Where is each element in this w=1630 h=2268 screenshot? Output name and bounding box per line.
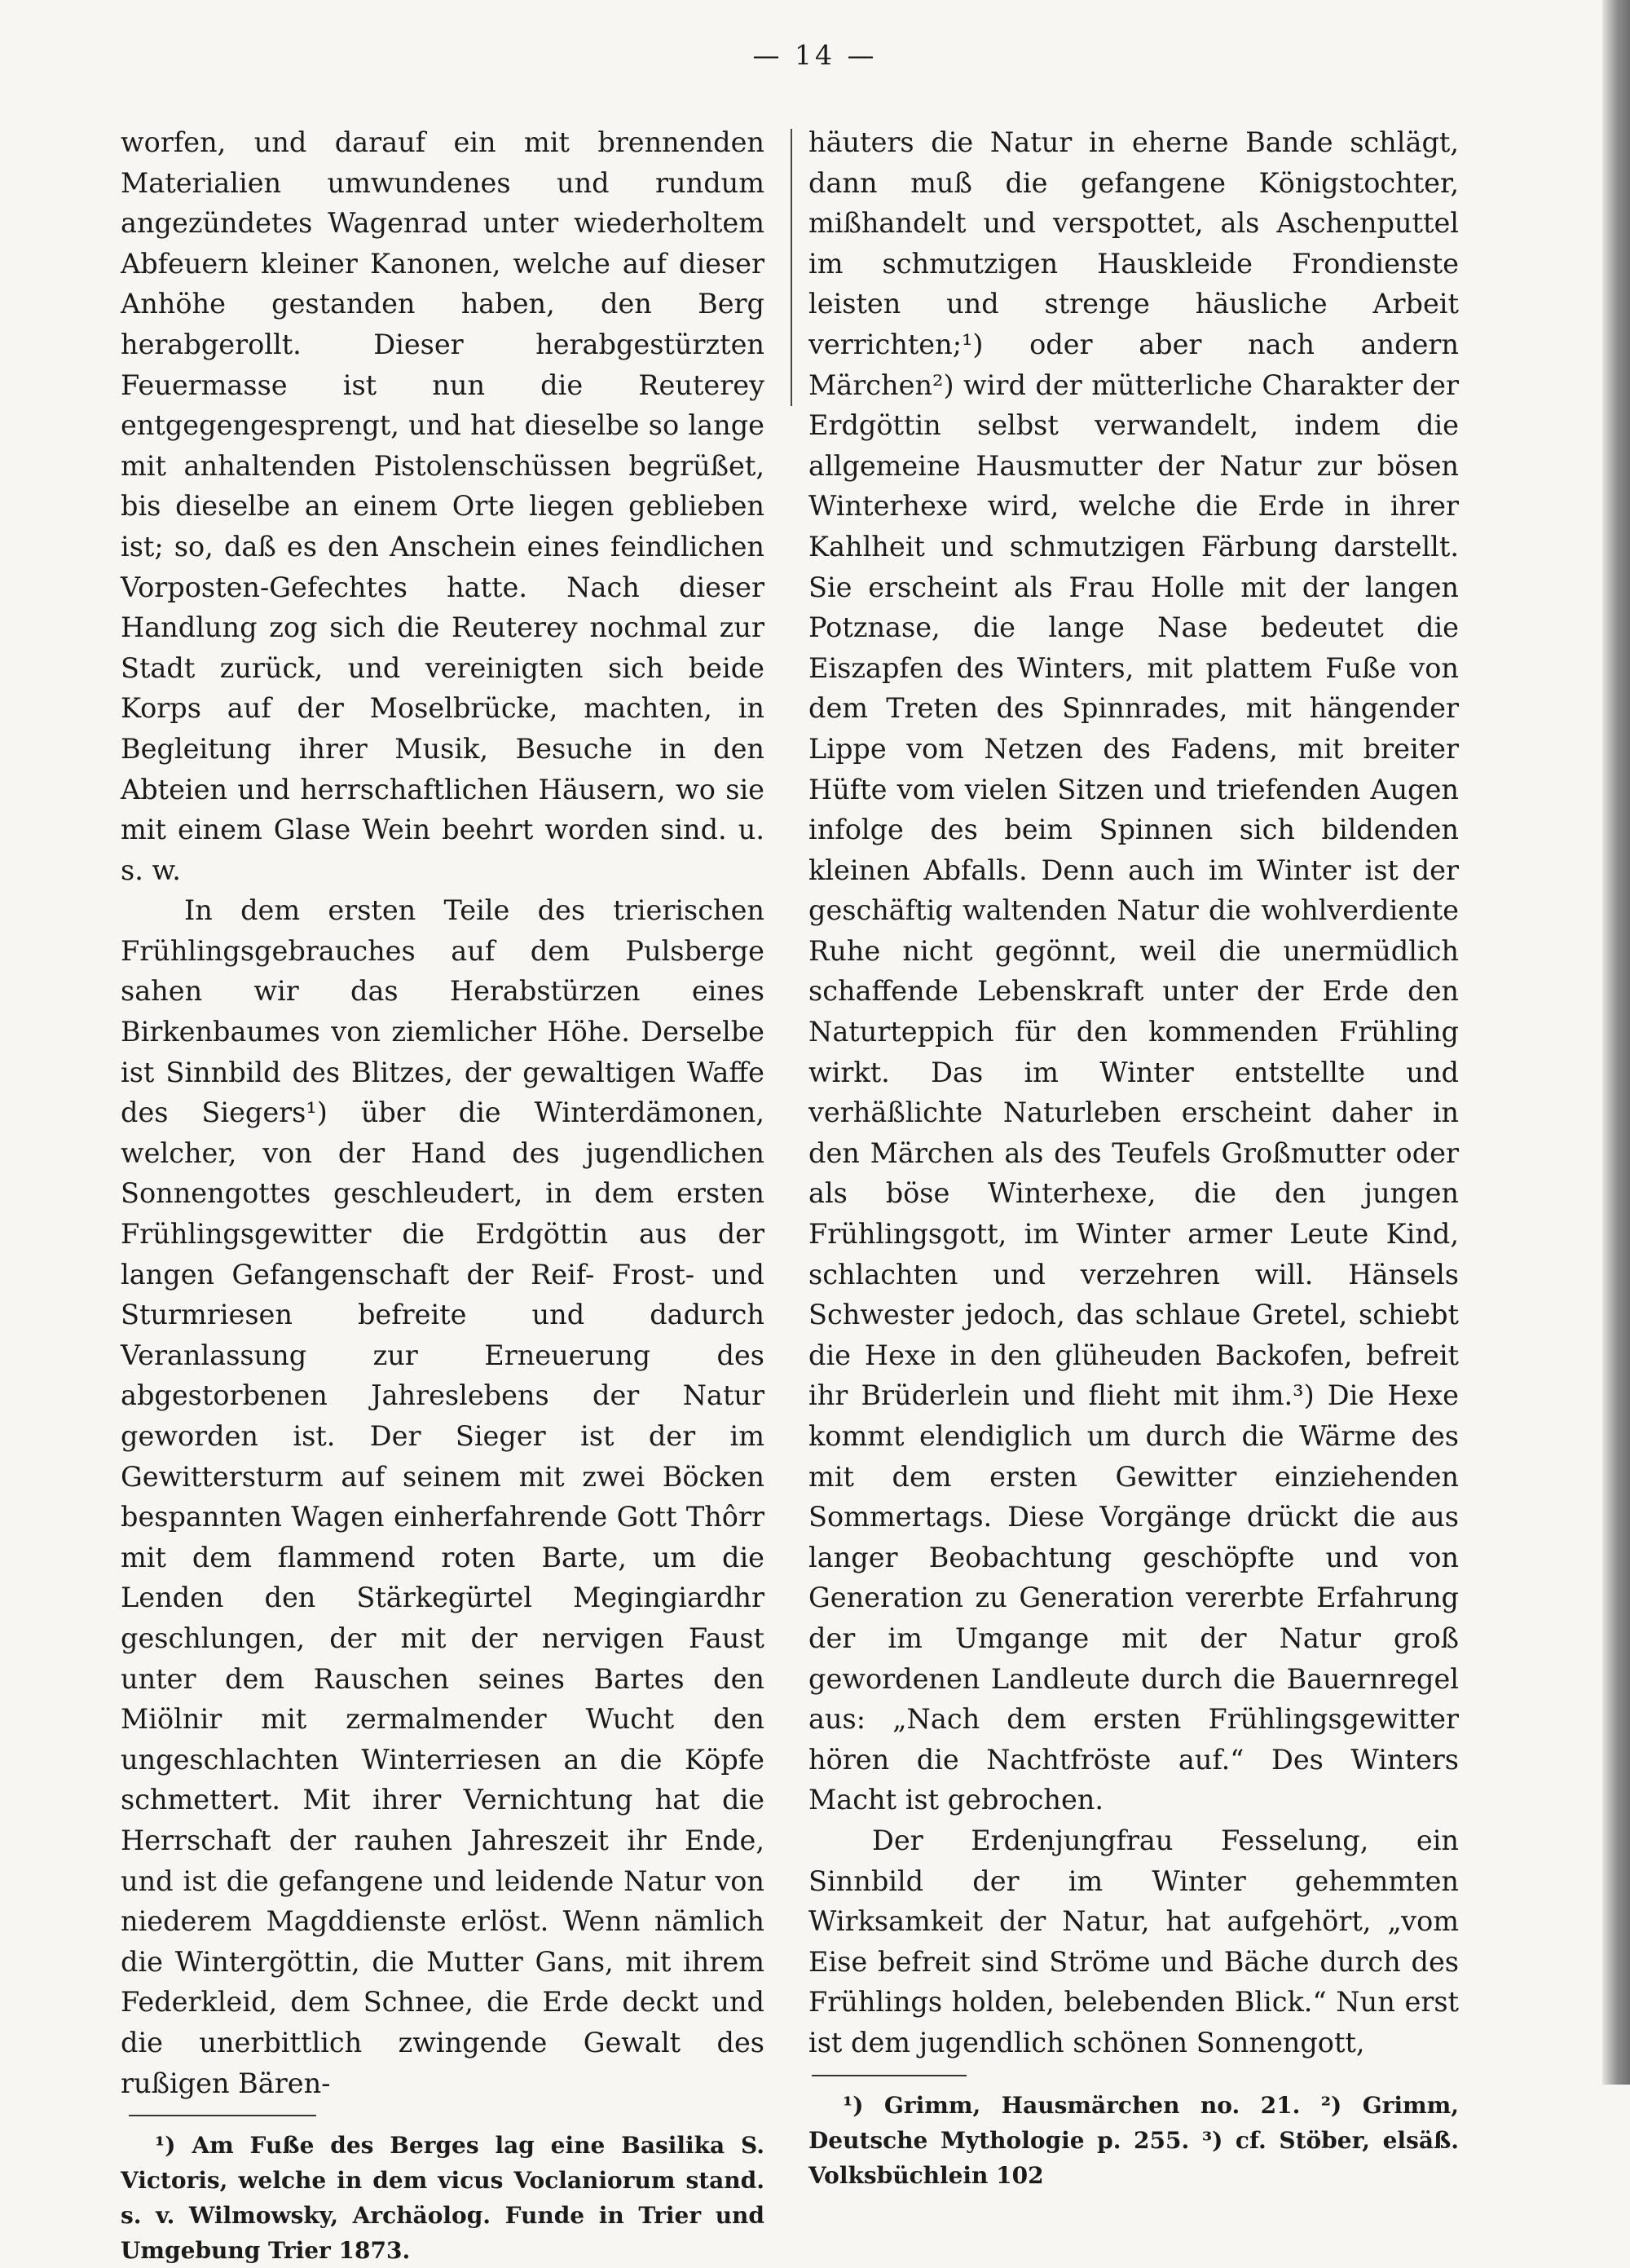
page-number: — 14 —: [752, 39, 878, 71]
footnote-rule: [812, 2075, 967, 2076]
right-paragraph-2: Der Erdenjungfrau Fesselung, ein Sinnbild der im Winter gehemmten Wirksamkeit der Natur, hat aufgehört, „vom Eise befreit sind Ströme und Bäche durch des Frühlings holden, belebenden Blick.“ Nun erst ist dem jugendlich schönen Sonnengott,: [808, 1824, 1459, 2058]
left-footnote-text: ¹) Am Fuße des Berges lag eine Basilika S. Victoris, welche in dem vicus Voclaniorum stand. s. v. Wilmowsky, Archäolog. Funde in Trier und Umgebung Trier 1873.: [121, 2132, 764, 2265]
right-paragraph-1: häuters die Natur in eherne Bande schlägt, dann muß die gefangene Königstochter, mißhandelt und verspottet, als Aschenputtel im schmutzigen Hauskleide Frondienste leisten und strenge häusliche Arbeit verrichten;¹) oder aber nach andern Märchen²) wird der mütterliche Charakter der Erdgöttin selbst verwandelt, indem die allgemeine Hausmutter der Natur zur bösen Winterhexe wird, welche die Erde in ihrer Kahlheit und schmutzigen Färbung darstellt. Sie erscheint als Frau Holle mit der langen Potznase, die lange Nase bedeutet die Eiszapfen des Winters, mit plattem Fuße von dem Treten des Spinnrades, mit hängender Lippe vom Netzen des Fadens, mit breiter Hüfte vom vielen Sitzen und triefenden Augen infolge des beim Spinnen sich bildenden kleinen Abfalls. Denn auch im Winter ist der geschäftig waltenden Natur die wohlverdiente Ruhe nicht gegönnt, weil die unermüdlich schaffende Lebenskraft unter der Erde den Naturteppich für den kommenden Frühling wirkt. Das im Winter entstellte und verhäßlichte Naturleben erscheint daher in den Märchen als des Teufels Großmutter oder als böse Winterhexe, die den jungen Frühlingsgott, im Winter armer Leute Kind, schlachten und verzehren will. Hänsels Schwester jedoch, das schlaue Gretel, schiebt die Hexe in den glüheuden Backofen, befreit ihr Brüderlein und flieht mit ihm.³) Die Hexe kommt elendiglich um durch die Wärme des mit dem ersten Gewitter einziehenden Sommertags. Diese Vorgänge drückt die aus langer Beobachtung geschöpfte und von Generation zu Generation vererbte Erfahrung der im Umgange mit der Natur groß gewordenen Landleute durch die Bauernregel aus: „Nach dem ersten Frühlingsgewitter hören die Nachtfröste auf.“ Des Winters Macht ist gebrochen.: [808, 126, 1459, 1816]
left-footnote: [121, 2128, 764, 2268]
left-column-body: [121, 122, 764, 2103]
right-column-body: [808, 122, 1459, 2063]
column-divider: [791, 129, 792, 406]
footnote-rule: [129, 2115, 316, 2116]
right-column: [808, 122, 1459, 2193]
right-footnote: [808, 2088, 1459, 2193]
book-spine-shadow: [1602, 0, 1630, 2085]
left-column: [121, 122, 764, 2268]
left-paragraph-1: worfen, und darauf ein mit brennenden Materialien umwundenes und rundum angezündetes Wagenrad unter wiederholtem Abfeuern kleiner Kanonen, welche auf dieser Anhöhe gestanden haben, den Berg herabgerollt. Dieser herabgestürzten Feuermasse ist nun die Reuterey entgegengesprengt, und hat dieselbe so lange mit anhaltenden Pistolenschüssen begrüßet, bis dieselbe an einem Orte liegen geblieben ist; so, daß es den Anschein eines feindlichen Vorposten-Gefechtes hatte. Nach dieser Handlung zog sich die Reuterey nochmal zur Stadt zurück, und vereinigten sich beide Korps auf der Moselbrücke, machten, in Begleitung ihrer Musik, Besuche in den Abteien und herrschaftlichen Häusern, wo sie mit einem Glase Wein beehrt worden sind. u. s. w.: [121, 126, 764, 886]
left-paragraph-2: In dem ersten Teile des trierischen Frühlingsgebrauches auf dem Pulsberge sahen wir das Herabstürzen eines Birkenbaumes von ziemlicher Höhe. Derselbe ist Sinnbild des Blitzes, der gewaltigen Waffe des Siegers¹) über die Winterdämonen, welcher, von der Hand des jugendlichen Sonnengottes geschleudert, in dem ersten Frühlingsgewitter die Erdgöttin aus der langen Gefangenschaft der Reif- Frost- und Sturmriesen befreite und dadurch Veranlassung zur Erneuerung des abgestorbenen Jahreslebens der Natur geworden ist. Der Sieger ist der im Gewittersturm auf seinem mit zwei Böcken bespannten Wagen einherfahrende Gott Thôrr mit dem flammend roten Barte, um die Lenden den Stärkegürtel Megingiardhr geschlungen, der mit der nervigen Faust unter dem Rauschen seines Bartes den Miölnir mit zermalmender Wucht den ungeschlachten Winterriesen an die Köpfe schmettert. Mit ihrer Vernichtung hat die Herrschaft der rauhen Jahreszeit ihr Ende, und ist die gefangene und leidende Natur von niederem Magddienste erlöst. Wenn nämlich die Wintergöttin, die Mutter Gans, mit ihrem Federkleid, dem Schnee, die Erde deckt und die unerbittlich zwingende Gewalt des rußigen Bären-: [121, 894, 764, 2099]
right-footnote-text: ¹) Grimm, Hausmärchen no. 21. ²) Grimm, Deutsche Mythologie p. 255. ³) cf. Stöber, elsäß. Volksbüchlein 102: [808, 2091, 1459, 2189]
